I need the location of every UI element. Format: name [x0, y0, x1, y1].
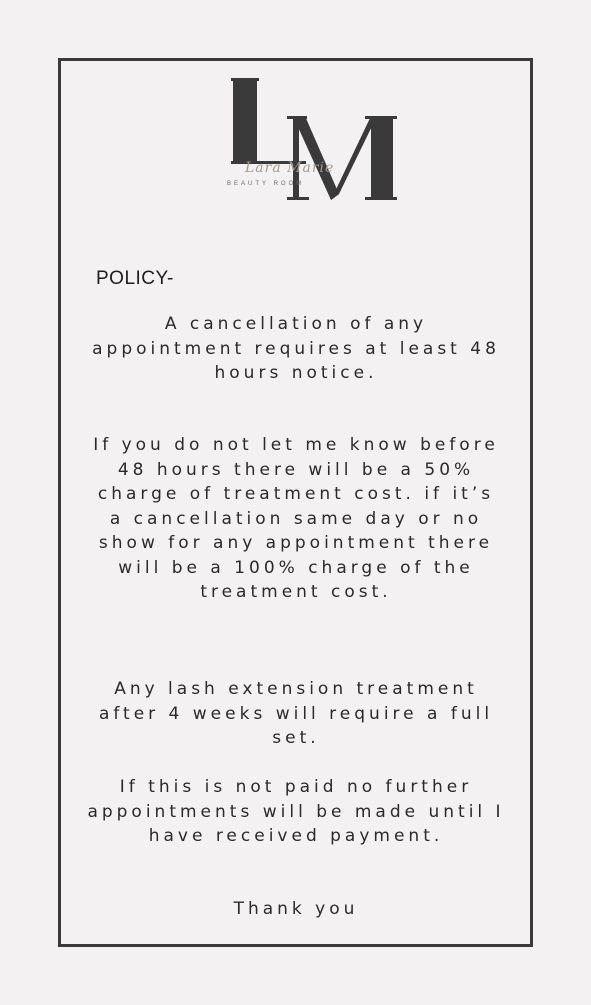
payment-requirement-paragraph: If this is not paid no further appointments will be made until I have received payment. [87, 777, 505, 846]
lara-marie-logo [225, 74, 400, 206]
closing-thank-you: Thank you [233, 899, 359, 919]
logo-subtitle: BEAUTY ROOM [227, 181, 305, 187]
policy-heading: POLICY- [96, 268, 174, 289]
logo-script-name: Lara Marie [245, 160, 335, 176]
cancellation-notice-paragraph: A cancellation of any appointment requires at least 48 hours notice. [92, 314, 500, 383]
late-cancellation-charge-paragraph: If you do not let me know before 48 hours there will be a 50% charge of treatment cost. if it’s a cancellation same day or no show for any appointment there will be a 100% charge of the treatment cost. [93, 435, 499, 602]
lash-extension-paragraph: Any lash extension treatment after 4 weeks will require a full set. [98, 679, 494, 748]
